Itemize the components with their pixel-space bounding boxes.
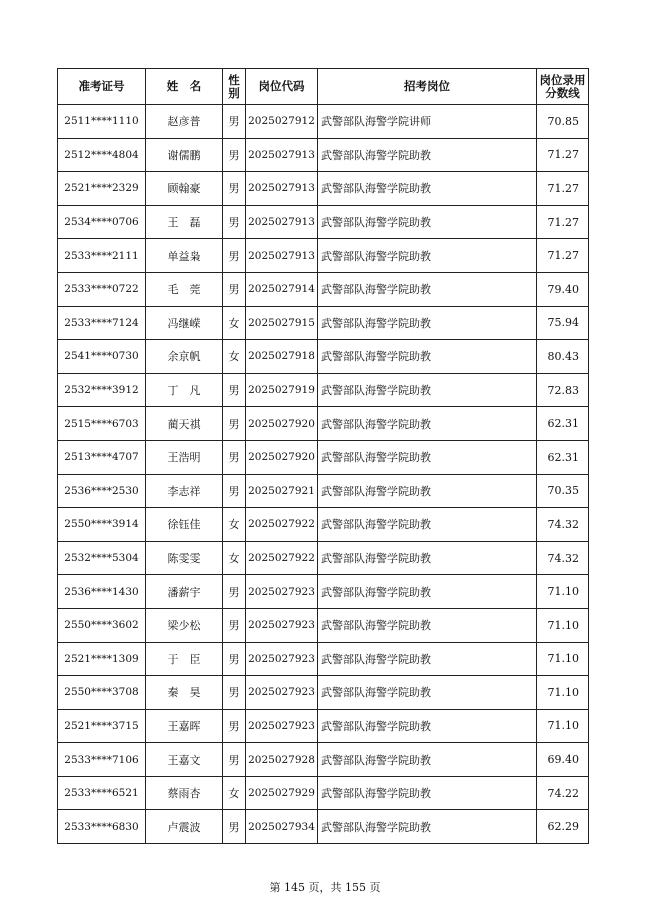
cell-position-code: 2025027922 (246, 541, 318, 575)
cell-position: 武警部队海警学院助教 (318, 272, 537, 306)
cell-score: 62.31 (537, 407, 589, 441)
cell-position: 武警部队海警学院助教 (318, 776, 537, 810)
table-row (58, 306, 589, 340)
cell-score: 69.40 (537, 743, 589, 777)
header-score-line-2: 分数线 (545, 85, 580, 100)
cell-position: 武警部队海警学院助教 (318, 508, 537, 542)
cell-gender: 女 (223, 340, 246, 374)
header-gender (223, 69, 246, 105)
table-row (58, 575, 589, 609)
cell-score: 74.32 (537, 508, 589, 542)
table-row (58, 474, 589, 508)
cell-position: 武警部队海警学院助教 (318, 306, 537, 340)
cell-exam-id: 2521****3715 (58, 709, 146, 743)
table-row (58, 172, 589, 206)
cell-exam-id: 2536****1430 (58, 575, 146, 609)
cell-score: 71.10 (537, 709, 589, 743)
cell-position-code: 2025027923 (246, 608, 318, 642)
table-row (58, 810, 589, 844)
cell-exam-id: 2550****3708 (58, 676, 146, 710)
cell-score: 71.10 (537, 642, 589, 676)
cell-position: 武警部队海警学院助教 (318, 440, 537, 474)
header-gender-label: 性别 (228, 72, 240, 100)
cell-position-code: 2025027915 (246, 306, 318, 340)
cell-name: 陈雯雯 (146, 541, 223, 575)
cell-name: 梁少松 (146, 608, 223, 642)
cell-exam-id: 2541****0730 (58, 340, 146, 374)
cell-position-code: 2025027923 (246, 575, 318, 609)
cell-position: 武警部队海警学院助教 (318, 541, 537, 575)
cell-name: 于 臣 (146, 642, 223, 676)
cell-position-code: 2025027929 (246, 776, 318, 810)
cell-name: 李志祥 (146, 474, 223, 508)
cell-exam-id: 2550****3602 (58, 608, 146, 642)
cell-position-code: 2025027920 (246, 440, 318, 474)
cell-score: 71.27 (537, 239, 589, 273)
cell-exam-id: 2533****7124 (58, 306, 146, 340)
table-row (58, 105, 589, 139)
cell-score: 70.35 (537, 474, 589, 508)
cell-position-code: 2025027919 (246, 373, 318, 407)
cell-exam-id: 2533****0722 (58, 272, 146, 306)
cell-score: 71.10 (537, 676, 589, 710)
cell-position: 武警部队海警学院助教 (318, 407, 537, 441)
cell-gender: 男 (223, 138, 246, 172)
cell-position-code: 2025027918 (246, 340, 318, 374)
cell-score: 62.29 (537, 810, 589, 844)
cell-score: 74.32 (537, 541, 589, 575)
cell-name: 冯继嵘 (146, 306, 223, 340)
cell-name: 蔺天祺 (146, 407, 223, 441)
table-row (58, 776, 589, 810)
cell-position-code: 2025027934 (246, 810, 318, 844)
page-footer: 第 145 页，共 155 页 (269, 881, 381, 894)
cell-exam-id: 2532****3912 (58, 373, 146, 407)
cell-score: 71.27 (537, 205, 589, 239)
cell-position: 武警部队海警学院助教 (318, 172, 537, 206)
cell-exam-id: 2532****5304 (58, 541, 146, 575)
table-row (58, 138, 589, 172)
cell-position-code: 2025027923 (246, 676, 318, 710)
cell-position-code: 2025027913 (246, 172, 318, 206)
cell-position: 武警部队海警学院助教 (318, 373, 537, 407)
cell-position: 武警部队海警学院助教 (318, 205, 537, 239)
table-row (58, 272, 589, 306)
table-row (58, 508, 589, 542)
cell-gender: 男 (223, 743, 246, 777)
cell-name: 王浩明 (146, 440, 223, 474)
cell-position-code: 2025027913 (246, 205, 318, 239)
header-position: 招考岗位 (318, 69, 537, 105)
table-row (58, 239, 589, 273)
cell-gender: 男 (223, 105, 246, 139)
cell-gender: 男 (223, 474, 246, 508)
cell-name: 蔡雨杏 (146, 776, 223, 810)
table-row (58, 642, 589, 676)
cell-gender: 男 (223, 172, 246, 206)
cell-gender: 男 (223, 575, 246, 609)
cell-exam-id: 2536****2530 (58, 474, 146, 508)
cell-position: 武警部队海警学院助教 (318, 340, 537, 374)
cell-name: 顾翰豪 (146, 172, 223, 206)
cell-position: 武警部队海警学院助教 (318, 239, 537, 273)
cell-name: 卢震波 (146, 810, 223, 844)
table-row (58, 373, 589, 407)
header-score-line (537, 69, 589, 105)
table-row (58, 541, 589, 575)
cell-position-code: 2025027920 (246, 407, 318, 441)
cell-score: 71.10 (537, 608, 589, 642)
cell-position: 武警部队海警学院助教 (318, 709, 537, 743)
table-row (58, 676, 589, 710)
cell-score: 75.94 (537, 306, 589, 340)
cell-name: 毛 莞 (146, 272, 223, 306)
cell-name: 王 磊 (146, 205, 223, 239)
cell-position-code: 2025027912 (246, 105, 318, 139)
cell-position-code: 2025027913 (246, 239, 318, 273)
cell-position: 武警部队海警学院助教 (318, 608, 537, 642)
header-name: 姓 名 (146, 69, 223, 105)
cell-position: 武警部队海警学院助教 (318, 642, 537, 676)
cell-exam-id: 2534****0706 (58, 205, 146, 239)
cell-exam-id: 2533****7106 (58, 743, 146, 777)
table-row (58, 608, 589, 642)
header-position-code: 岗位代码 (246, 69, 318, 105)
cell-exam-id: 2533****6521 (58, 776, 146, 810)
cell-exam-id: 2533****2111 (58, 239, 146, 273)
cell-gender: 男 (223, 810, 246, 844)
cell-score: 70.85 (537, 105, 589, 139)
table-row (58, 407, 589, 441)
cell-score: 72.83 (537, 373, 589, 407)
cell-name: 王嘉文 (146, 743, 223, 777)
cell-position: 武警部队海警学院助教 (318, 676, 537, 710)
cell-name: 秦 昊 (146, 676, 223, 710)
cell-gender: 女 (223, 776, 246, 810)
results-sheet (57, 68, 589, 844)
cell-position: 武警部队海警学院助教 (318, 810, 537, 844)
cell-name: 徐钰佳 (146, 508, 223, 542)
cell-gender: 男 (223, 239, 246, 273)
cell-exam-id: 2511****1110 (58, 105, 146, 139)
cell-position: 武警部队海警学院讲师 (318, 105, 537, 139)
table-row (58, 709, 589, 743)
cell-gender: 男 (223, 440, 246, 474)
cell-exam-id: 2521****1309 (58, 642, 146, 676)
table-row (58, 743, 589, 777)
cell-gender: 男 (223, 709, 246, 743)
cell-name: 余京帆 (146, 340, 223, 374)
cell-exam-id: 2513****4707 (58, 440, 146, 474)
table-row (58, 340, 589, 374)
cell-name: 潘薪宇 (146, 575, 223, 609)
cell-exam-id: 2512****4804 (58, 138, 146, 172)
cell-position: 武警部队海警学院助教 (318, 474, 537, 508)
cell-position-code: 2025027913 (246, 138, 318, 172)
cell-gender: 男 (223, 272, 246, 306)
results-table (57, 68, 589, 844)
cell-exam-id: 2550****3914 (58, 508, 146, 542)
cell-gender: 女 (223, 508, 246, 542)
header-exam-id: 准考证号 (58, 69, 146, 105)
cell-gender: 男 (223, 205, 246, 239)
cell-position-code: 2025027921 (246, 474, 318, 508)
cell-position-code: 2025027922 (246, 508, 318, 542)
cell-position: 武警部队海警学院助教 (318, 743, 537, 777)
cell-name: 王嘉晖 (146, 709, 223, 743)
cell-exam-id: 2533****6830 (58, 810, 146, 844)
cell-name: 谢儒鹏 (146, 138, 223, 172)
table-row (58, 440, 589, 474)
cell-gender: 男 (223, 642, 246, 676)
cell-exam-id: 2521****2329 (58, 172, 146, 206)
cell-score: 79.40 (537, 272, 589, 306)
cell-position-code: 2025027914 (246, 272, 318, 306)
table-header-row (58, 69, 589, 105)
cell-gender: 女 (223, 541, 246, 575)
cell-score: 74.22 (537, 776, 589, 810)
cell-gender: 女 (223, 306, 246, 340)
cell-exam-id: 2515****6703 (58, 407, 146, 441)
cell-position-code: 2025027928 (246, 743, 318, 777)
cell-name: 丁 凡 (146, 373, 223, 407)
cell-gender: 男 (223, 407, 246, 441)
cell-position: 武警部队海警学院助教 (318, 138, 537, 172)
cell-score: 80.43 (537, 340, 589, 374)
cell-name: 赵彦普 (146, 105, 223, 139)
cell-score: 62.31 (537, 440, 589, 474)
cell-gender: 男 (223, 608, 246, 642)
cell-gender: 男 (223, 373, 246, 407)
cell-position: 武警部队海警学院助教 (318, 575, 537, 609)
cell-score: 71.27 (537, 138, 589, 172)
table-body (58, 105, 589, 844)
cell-score: 71.10 (537, 575, 589, 609)
cell-position-code: 2025027923 (246, 709, 318, 743)
cell-position-code: 2025027923 (246, 642, 318, 676)
cell-gender: 男 (223, 676, 246, 710)
cell-score: 71.27 (537, 172, 589, 206)
table-row (58, 205, 589, 239)
header-score-line-1: 岗位录用 (539, 72, 586, 87)
cell-name: 单益枭 (146, 239, 223, 273)
